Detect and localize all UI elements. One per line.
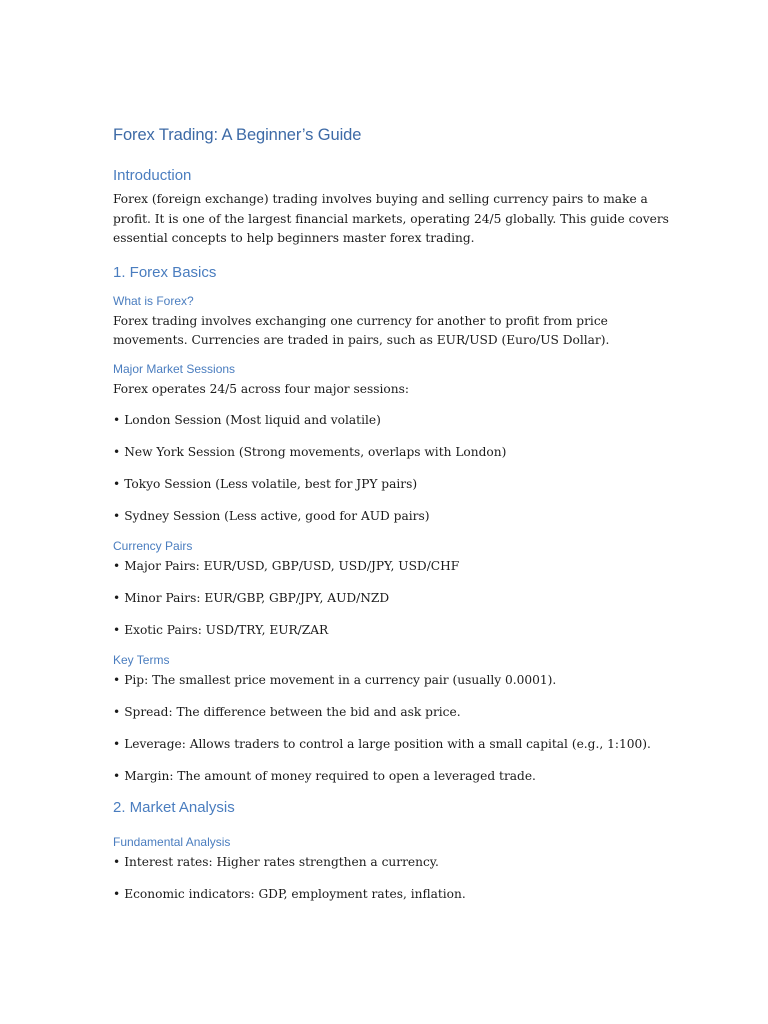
section1-heading: 1. Forex Basics <box>113 263 217 281</box>
list-item: • Leverage: Allows traders to control a large position with a small capital (e.g., 1:100). <box>113 737 651 751</box>
bullet-icon: • <box>113 413 121 427</box>
bullet-icon: • <box>113 559 121 573</box>
list-item: • Tokyo Session (Less volatile, best for JPY pairs) <box>113 477 418 491</box>
list-item: • Exotic Pairs: USD/TRY, EUR/ZAR <box>113 623 329 637</box>
list-item: • Margin: The amount of money required to open a leveraged trade. <box>113 769 536 783</box>
bullet-icon: • <box>113 769 121 783</box>
bullet-icon: • <box>113 887 121 901</box>
list-item: • Sydney Session (Less active, good for AUD pairs) <box>113 509 430 523</box>
currency-pairs-heading: Currency Pairs <box>113 539 193 553</box>
intro-text: Forex (foreign exchange) trading involves buying and selling currency pairs to make a profit. It is one of the largest financial markets, operating 24/5 globally. This guide covers essential concepts to help beginners master forex trading. <box>113 192 669 245</box>
sessions-lead: Forex operates 24/5 across four major sessions: <box>113 381 409 396</box>
list-item: • Economic indicators: GDP, employment rates, inflation. <box>113 887 466 901</box>
key-terms-heading: Key Terms <box>113 653 170 667</box>
list-item: • London Session (Most liquid and volatile) <box>113 413 381 427</box>
list-item: • Major Pairs: EUR/USD, GBP/USD, USD/JPY, USD/CHF <box>113 559 460 573</box>
bullet-icon: • <box>113 445 121 459</box>
what-is-forex-text: Forex trading involves exchanging one currency for another to profit from price movements. Currencies are traded in pairs, such as EUR/USD (Euro/US Dollar). <box>113 313 610 347</box>
bullet-icon: • <box>113 591 121 605</box>
bullet-icon: • <box>113 673 121 687</box>
what-is-forex-heading: What is Forex? <box>113 293 194 308</box>
bullet-icon: • <box>113 623 121 637</box>
sessions-heading: Major Market Sessions <box>113 361 236 376</box>
section2-heading: 2. Market Analysis <box>113 799 235 816</box>
bullet-icon: • <box>113 477 121 491</box>
list-item: • Spread: The difference between the bid and ask price. <box>113 705 461 719</box>
list-item: • Pip: The smallest price movement in a currency pair (usually 0.0001). <box>113 673 557 687</box>
bullet-icon: • <box>113 509 121 523</box>
document-page <box>113 122 673 917</box>
document-title: Forex Trading: A Beginner’s Guide <box>113 126 362 144</box>
fundamental-analysis-heading: Fundamental Analysis <box>113 835 231 849</box>
intro-heading: Introduction <box>113 167 192 184</box>
bullet-icon: • <box>113 705 121 719</box>
list-item: • New York Session (Strong movements, overlaps with London) <box>113 445 507 459</box>
list-item: • Minor Pairs: EUR/GBP, GBP/JPY, AUD/NZD <box>113 591 390 605</box>
bullet-icon: • <box>113 737 121 751</box>
list-item: • Interest rates: Higher rates strengthen a currency. <box>113 855 439 869</box>
bullet-icon: • <box>113 855 121 869</box>
